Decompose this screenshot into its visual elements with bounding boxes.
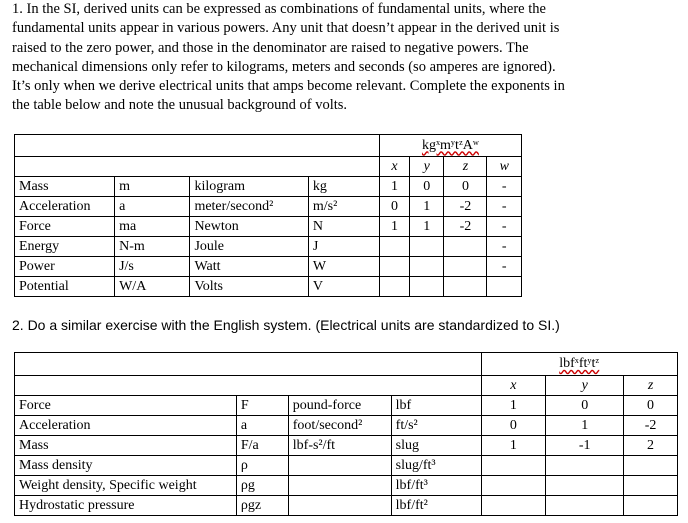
cell-z [444,277,487,297]
cell-z: 2 [624,436,678,456]
table-row [15,476,678,496]
exp-label-z: z [444,157,487,177]
cell-w: - [487,237,522,257]
cell-symbol: W/A [115,277,190,297]
cell-symbol: a [236,416,288,436]
cell-x: 1 [481,436,546,456]
cell-z: 0 [444,177,487,197]
cell-unit [288,476,391,496]
cell-symbol: ma [115,217,190,237]
exp-label-y: y [546,376,624,396]
cell-unit: lbf-s²/ft [288,436,391,456]
cell-symbol: ρ [236,456,288,476]
cell-quantity: Force [15,217,115,237]
cell-quantity: Energy [15,237,115,257]
english-header-formula: lbfˣftʸtᶻ [481,353,678,376]
table-row [15,456,678,476]
cell-z [444,237,487,257]
cell-abbr: lbf/ft³ [391,476,481,496]
cell-x [481,476,546,496]
cell-abbr: lbf/ft² [391,496,481,516]
cell-quantity: Mass density [15,456,237,476]
cell-symbol: m [115,177,190,197]
exp-label-x: x [481,376,546,396]
table-row [15,436,678,456]
intro-paragraph [12,0,680,116]
cell-z [624,456,678,476]
cell-y: -1 [546,436,624,456]
cell-quantity: Power [15,257,115,277]
cell-symbol: a [115,197,190,217]
english-units-table [14,352,678,516]
cell-abbr: slug [391,436,481,456]
si-units-table [14,134,522,297]
cell-abbr: V [308,277,379,297]
cell-y: 0 [410,177,444,197]
table-row [15,257,522,277]
cell-abbr: J [308,237,379,257]
table-row [15,277,522,297]
cell-z [444,257,487,277]
cell-y: 1 [546,416,624,436]
intro-line: It’s only when we derive electrical units that amps become relevant. Complete the exponents in [12,78,565,95]
cell-y: 0 [546,396,624,416]
cell-w: - [487,217,522,237]
intro-line: raised to the zero power, and those in the denominator are raised to negative powers. The [12,39,529,56]
exp-label-x: x [379,157,409,177]
intro-line: 1. In the SI, derived units can be expressed as combinations of fundamental units, where the [12,1,546,17]
cell-x [481,496,546,516]
cell-abbr: slug/ft³ [391,456,481,476]
cell-abbr: W [308,257,379,277]
cell-x [481,456,546,476]
cell-unit [288,456,391,476]
cell-y [546,456,624,476]
cell-unit: Joule [190,237,308,257]
exp-label-z: z [624,376,678,396]
cell-symbol: F [236,396,288,416]
cell-quantity: Acceleration [15,416,237,436]
cell-w: - [487,197,522,217]
cell-z: -2 [444,197,487,217]
cell-y [410,277,444,297]
cell-y: 1 [410,217,444,237]
cell-abbr: N [308,217,379,237]
cell-x: 1 [481,396,546,416]
cell-symbol: N-m [115,237,190,257]
cell-quantity: Mass [15,177,115,197]
si-header-formula: kgˣmʸtᶻAʷ [379,135,521,157]
cell-unit [288,496,391,516]
cell-quantity: Acceleration [15,197,115,217]
cell-quantity: Hydrostatic pressure [15,496,237,516]
cell-x [379,237,409,257]
cell-y [410,257,444,277]
cell-abbr: lbf [391,396,481,416]
cell-y [546,496,624,516]
cell-unit: foot/second² [288,416,391,436]
exp-label-y: y [410,157,444,177]
question-2: 2. Do a similar exercise with the English system. (Electrical units are standardized to SI.) [12,317,560,333]
cell-x: 1 [379,177,409,197]
cell-abbr: m/s² [308,197,379,217]
table-row [15,217,522,237]
cell-unit: Newton [190,217,308,237]
cell-y: 1 [410,197,444,217]
cell-x [379,257,409,277]
intro-line: mechanical dimensions only refer to kilograms, meters and seconds (so amperes are ignored). [12,58,556,75]
cell-unit: Volts [190,277,308,297]
cell-x [379,277,409,297]
cell-x: 1 [379,217,409,237]
cell-x: 0 [481,416,546,436]
table-row [15,237,522,257]
cell-z [624,496,678,516]
cell-unit: meter/second² [190,197,308,217]
table-row [15,416,678,436]
cell-unit: pound-force [288,396,391,416]
intro-line: fundamental units appear in various powers. Any unit that doesn’t appear in the derived unit is [12,20,560,37]
table-row [15,496,678,516]
cell-quantity: Force [15,396,237,416]
cell-w: - [487,177,522,197]
cell-symbol: J/s [115,257,190,277]
table-row [15,396,678,416]
cell-z [624,476,678,496]
exp-label-w: w [487,157,522,177]
cell-z: -2 [444,217,487,237]
cell-abbr: ft/s² [391,416,481,436]
cell-symbol: F/a [236,436,288,456]
cell-y [546,476,624,496]
cell-unit: Watt [190,257,308,277]
cell-y [410,237,444,257]
cell-z: 0 [624,396,678,416]
intro-line: the table below and note the unusual background of volts. [12,97,348,114]
cell-quantity: Weight density, Specific weight [15,476,237,496]
cell-x: 0 [379,197,409,217]
cell-symbol: ρg [236,476,288,496]
cell-w [487,277,522,297]
cell-w: - [487,257,522,277]
table-row [15,177,522,197]
cell-symbol: ρgz [236,496,288,516]
cell-quantity: Mass [15,436,237,456]
cell-abbr: kg [308,177,379,197]
cell-z: -2 [624,416,678,436]
table-row [15,197,522,217]
cell-unit: kilogram [190,177,308,197]
cell-quantity: Potential [15,277,115,297]
